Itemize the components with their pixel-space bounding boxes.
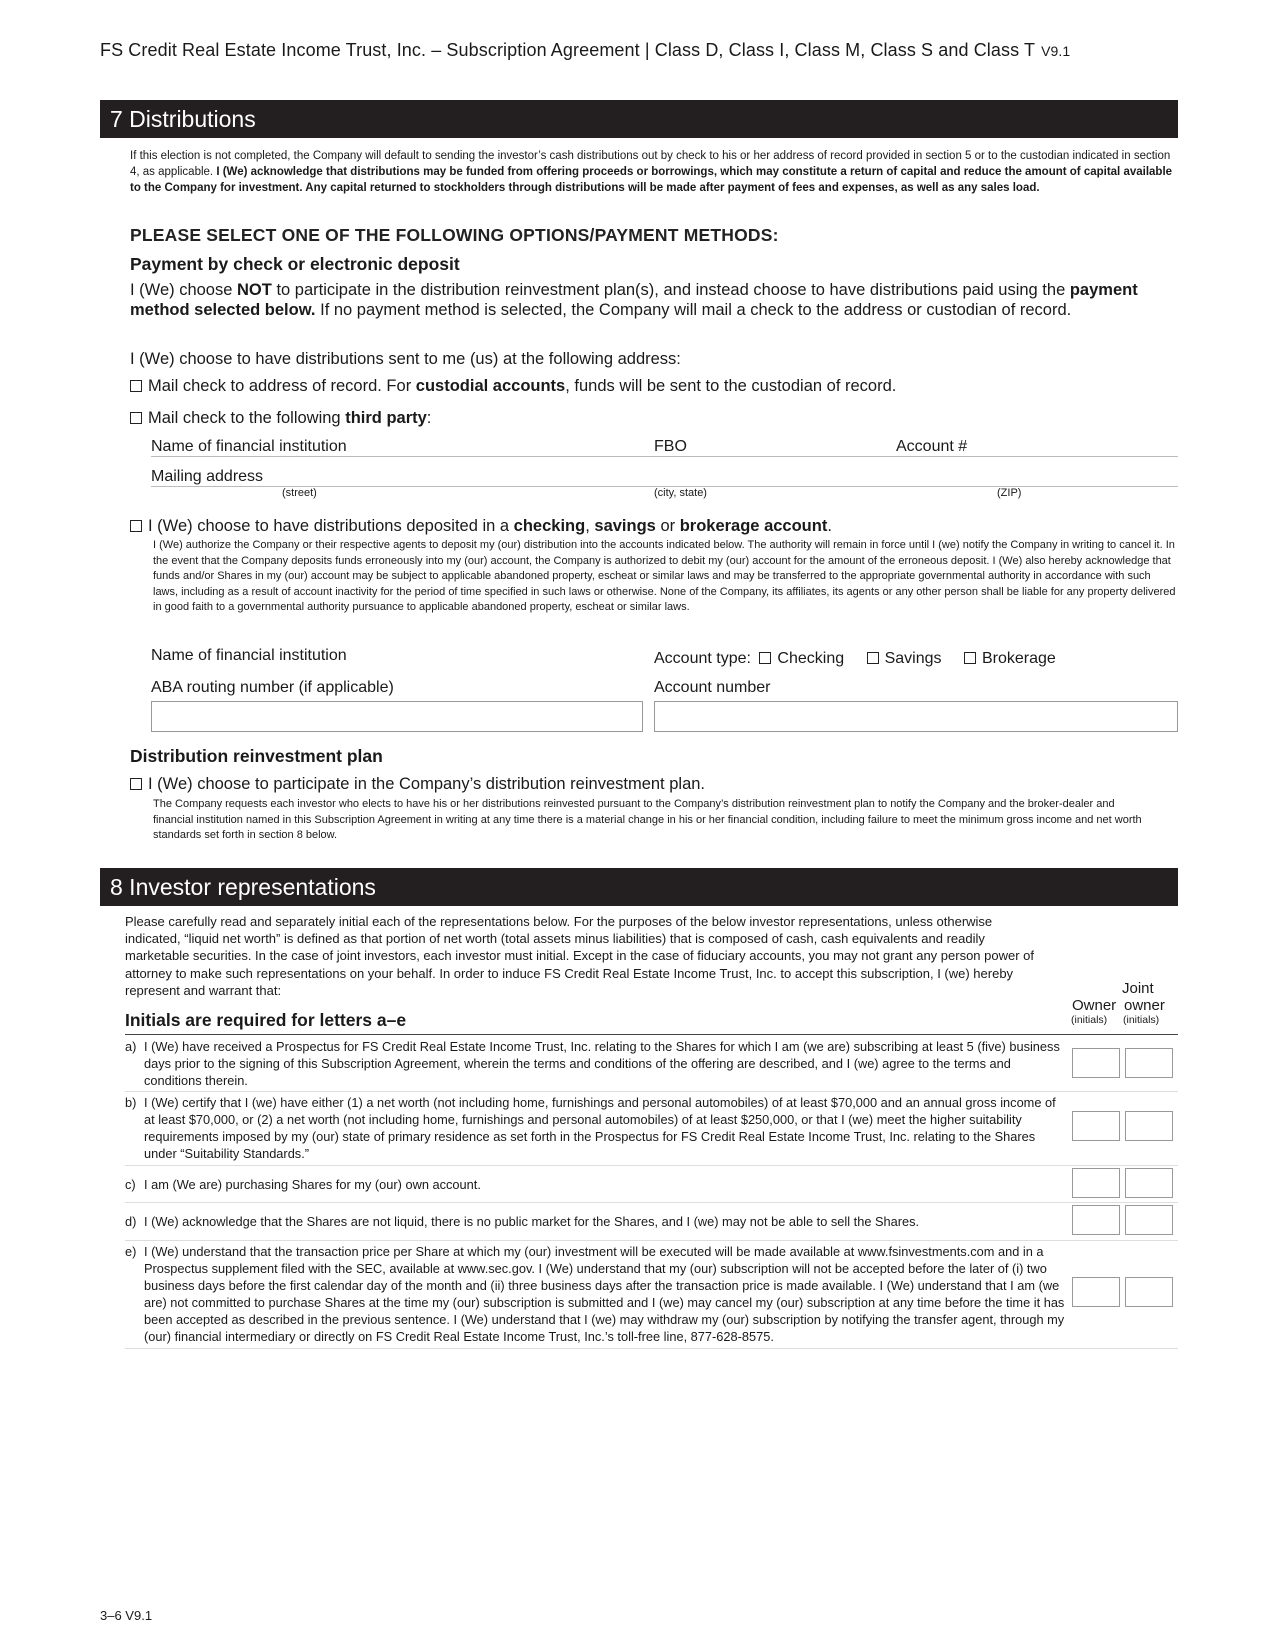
option-deposit[interactable] [130, 516, 832, 536]
payment-text-3: If no payment method is selected, the Company will mail a check to the address or custodian of record. [320, 301, 1072, 319]
rep-divider-d [125, 1240, 1178, 1241]
joint-initials-d[interactable] [1125, 1205, 1173, 1235]
rep-divider-b [125, 1165, 1178, 1166]
option-third-party[interactable] [130, 408, 431, 428]
col-joint-owner: owner [1124, 997, 1165, 1014]
rep-d-letter: d) [125, 1214, 137, 1229]
account-number-input[interactable] [654, 701, 1178, 732]
deposit-text-g: . [827, 517, 832, 535]
deposit-text-d: savings [594, 517, 656, 535]
sent-to-text: I (We) choose to have distributions sent to me (us) at the following address: [130, 350, 681, 368]
deposit-authorization: I (We) authorize the Company or their respective agents to deposit my (our) distribution into the accounts indicated below. The authority will remain in force until I (we) notify the Company in writing to cancel it. In the event that the Company deposits funds erroneously into my (our) account, the Company is authorized to debit my (our) account for the amount of the erroneous deposit. I (We) also hereby acknowledge that funds and/or Shares in my (our) account may be subject to applicable abandoned property, escheat or similar laws and may be transferred to the appropriate governmental authority in accordance with such laws, including as a result of account inactivity for the period of time specified in such laws or otherwise. None of the Company, its affiliates, its agents or any other person shall be liable for any property delivered in good faith to a governmental authority pursuance to applicable abandoned property, escheat or similar laws. [153, 539, 1176, 613]
intro-plain: If this election is not completed, the Company will default to sending the investor’s cash distributions out by check to his or her address of record provided in section 5 or to the custodian indicated in section 4, as applicable. [130, 150, 1171, 178]
section-8-title: 8 Investor representations [100, 868, 1178, 906]
initials-heading: Initials are required for letters a–e [125, 1010, 407, 1030]
joint-initials-b[interactable] [1125, 1111, 1173, 1141]
tp-fbo-label: FBO [654, 438, 687, 455]
page-number: 3–6 V9.1 [100, 1608, 153, 1623]
tp-zip-caption: (ZIP) [997, 487, 1022, 499]
deposit-text-b: checking [513, 517, 586, 535]
tp-street-caption: (street) [282, 487, 317, 499]
deposit-text-a: I (We) choose to have distributions deposited in a [148, 517, 510, 535]
select-heading: PLEASE SELECT ONE OF THE FOLLOWING OPTIONS/PAYMENT METHODS: [130, 225, 779, 245]
checkbox-drip[interactable] [130, 778, 142, 790]
payment-text-not: NOT [237, 281, 272, 299]
owner-initials-e[interactable] [1072, 1277, 1120, 1307]
checkbox-mail-record[interactable] [130, 380, 142, 392]
rep-divider-c [125, 1202, 1178, 1203]
brokerage-label: Brokerage [981, 650, 1056, 667]
rep-a-text: I (We) have received a Prospectus for FS Credit Real Estate Income Trust, Inc. relating to the Shares for which I am (we are) subscribing at least 5 (five) business days prior to the signing of this Subscription Agreement, wherein the terms and conditions of the offering are described, and I (we) agree to the terms and conditions therein. [144, 1039, 1060, 1088]
joint-initials-e[interactable] [1125, 1277, 1173, 1307]
rep-b-text: I (We) certify that I (we) have either (1) a net worth (not including home, furnishings and personal automobiles) of at least $70,000 and an annual gross income of at least $70,000, or (2) a net worth (not including home, furnishings and personal automobiles) of at least $250,000, or that I (we) meet the higher suitability requirements imposed by my (our) state of primary residence as set forth in the Prospectus for FS Credit Real Estate Income Trust, Inc. relating to the Shares under “Suitability Standards.” [144, 1095, 1056, 1161]
aba-input[interactable] [151, 701, 643, 732]
tp-mailing-label: Mailing address [151, 468, 264, 485]
deposit-text-e: or [660, 517, 676, 535]
payment-heading: Payment by check or electronic deposit [130, 254, 460, 274]
checkbox-checking[interactable] [759, 652, 771, 664]
checkbox-brokerage[interactable] [964, 652, 976, 664]
mail-record-text-b: custodial accounts [415, 377, 566, 395]
rep-c-text: I am (We are) purchasing Shares for my (our) own account. [144, 1177, 481, 1192]
section-7-title: 7 Distributions [100, 100, 1178, 138]
rep-divider-a [125, 1091, 1178, 1092]
tp-city-caption: (city, state) [654, 487, 707, 499]
mail-record-text-a: Mail check to address of record. For [148, 377, 412, 395]
rep-item-c [125, 1168, 1178, 1202]
rep-item-d [125, 1205, 1178, 1239]
third-party-text-c: : [426, 409, 432, 427]
savings-label: Savings [884, 650, 942, 667]
third-party-text-b: third party [345, 409, 427, 427]
owner-initials-a[interactable] [1072, 1048, 1120, 1078]
owner-initials-c[interactable] [1072, 1168, 1120, 1198]
rep-item-a [125, 1038, 1178, 1090]
rep-c-letter: c) [125, 1177, 136, 1192]
payment-description [130, 280, 1170, 320]
owner-initials-b[interactable] [1072, 1111, 1120, 1141]
rep-e-text: I (We) understand that the transaction price per Share at which my (our) investment will be executed will be made available at www.fsinvestments.com and in a Prospectus supplement filed with the SEC, available at www.sec.gov. I (We) understand that my (our) subscription will not be accepted before the later of (i) two business days before the first calendar day of the month and (ii) three business days after the transaction price is made available. I (We) understand that I am (we are) not committed to purchase Shares at the time my (our) subscription is submitted and I (we) may cancel my (our) subscription at any time before the time it has been accepted as described in the previous sentence. I (We) understand that I (we) may withdraw my (our) subscription by notifying the transfer agent, through my (our) financial intermediary or directly on FS Credit Real Estate Income Trust, Inc.’s toll-free line, 877-628-8575. [144, 1244, 1065, 1344]
col-owner-initials: (initials) [1071, 1014, 1108, 1026]
rep-item-e [125, 1243, 1178, 1347]
rep-b-letter: b) [125, 1095, 137, 1110]
checkbox-third-party[interactable] [130, 412, 142, 424]
rep-e-letter: e) [125, 1244, 137, 1259]
section-8-intro: Please carefully read and separately initial each of the representations below. For the purposes of the below investor representations, unless otherwise indicated, “liquid net worth” is defined as that portion of net worth (total assets minus liabilities) that is composed of cash, cash equivalents and readily marketable securities. In the case of joint investors, each investor must initial. Except in the case of fiduciary accounts, you may not grant any person power of attorney to make such representations on your behalf. In order to induce FS Credit Real Estate Income Trust, Inc. to accept this subscription, I (we) hereby represent and warrant that: [125, 914, 1035, 998]
joint-initials-c[interactable] [1125, 1168, 1173, 1198]
page-header [100, 40, 1070, 61]
rep-a-letter: a) [125, 1039, 137, 1054]
header-version: V9.1 [1041, 43, 1071, 59]
deposit-text-c: , [585, 517, 590, 535]
tp-line-1[interactable] [151, 456, 1178, 457]
col-joint-top: Joint [1122, 980, 1154, 997]
drip-option-text: I (We) choose to participate in the Company’s distribution reinvestment plan. [148, 775, 706, 793]
option-mail-record[interactable] [130, 376, 896, 396]
account-type-group [654, 650, 1056, 668]
account-type-label: Account type: [654, 650, 751, 667]
col-owner: Owner [1072, 997, 1117, 1014]
joint-initials-a[interactable] [1125, 1048, 1173, 1078]
initials-divider [125, 1034, 1178, 1035]
dep-institution-label: Name of financial institution [151, 647, 347, 664]
checking-label: Checking [777, 650, 845, 667]
header-title: FS Credit Real Estate Income Trust, Inc. – Subscription Agreement | Class D, Class I, Class M, Class S and Class T [100, 40, 1036, 60]
option-drip[interactable] [130, 774, 705, 794]
rep-divider-e [125, 1348, 1178, 1349]
checkbox-deposit[interactable] [130, 520, 142, 532]
account-number-label: Account number [654, 679, 771, 696]
tp-account-label: Account # [896, 438, 968, 455]
section-7-intro [130, 148, 1175, 196]
payment-text-2: to participate in the distribution reinvestment plan(s), and instead choose to have distributions paid using the [276, 281, 1066, 299]
owner-initials-d[interactable] [1072, 1205, 1120, 1235]
intro-bold: I (We) acknowledge that distributions may be funded from offering proceeds or borrowings, which may constitute a return of capital and reduce the amount of capital available to the Company for investment. Any capital returned to stockholders through distributions will be made after payment of fees and expenses, as well as any sales load. [130, 166, 1173, 194]
drip-text: The Company requests each investor who elects to have his or her distributions reinvested pursuant to the Company’s distribution reinvestment plan to notify the Company and the broker-dealer and financial institution named in this Subscription Agreement in writing at any time there is a material change in his or her financial condition, including failure to meet the minimum gross income and net worth standards set forth in section 8 below. [153, 798, 1142, 841]
tp-institution-label: Name of financial institution [151, 438, 347, 455]
aba-label: ABA routing number (if applicable) [151, 679, 394, 696]
payment-text-method: payment method selected below. [130, 281, 1138, 319]
col-joint-initials: (initials) [1123, 1014, 1160, 1026]
deposit-text-f: brokerage account [679, 517, 828, 535]
third-party-text-a: Mail check to the following [148, 409, 341, 427]
checkbox-savings[interactable] [867, 652, 879, 664]
payment-text-1: I (We) choose [130, 281, 233, 299]
drip-heading: Distribution reinvestment plan [130, 746, 383, 766]
rep-item-b [125, 1094, 1178, 1164]
mail-record-text-c: , funds will be sent to the custodian of record. [565, 377, 897, 395]
rep-d-text: I (We) acknowledge that the Shares are not liquid, there is no public market for the Shares, and I (we) may not be able to sell the Shares. [144, 1214, 920, 1229]
